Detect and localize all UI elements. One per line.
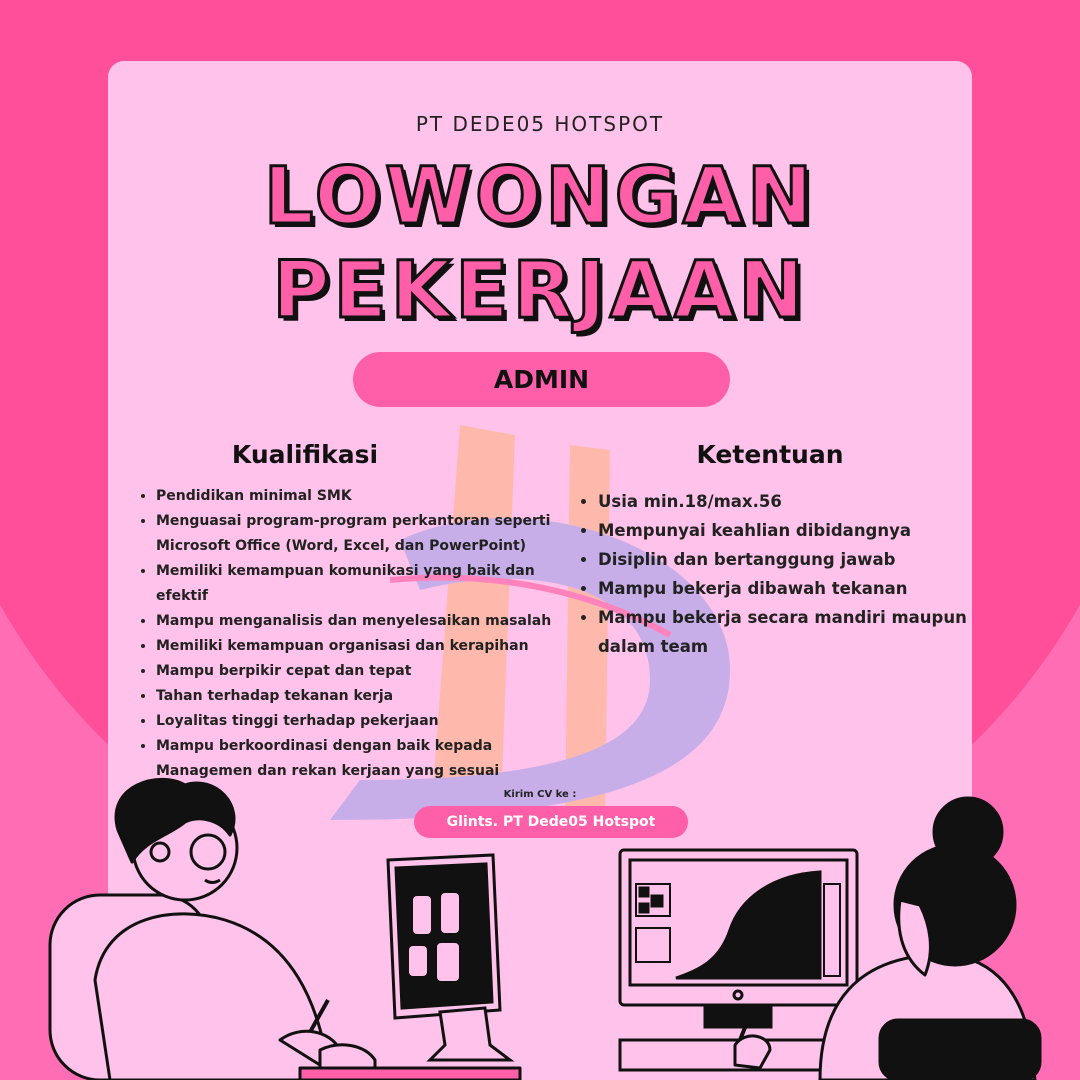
list-item: • Mampu berkoordinasi dengan baik kepada Managemen dan rekan kerjaan yang sesuai [156, 734, 566, 784]
list-item: • Loyalitas tinggi terhadap pekerjaan [156, 709, 566, 734]
position-badge: ADMIN [353, 352, 730, 407]
company-name: PT DEDE05 HOTSPOT [415, 112, 665, 136]
headline-line-1: LOWONGAN [263, 152, 817, 242]
kualifikasi-heading: Kualifikasi [231, 440, 379, 469]
list-item: • Pendidikan minimal SMK [156, 484, 566, 509]
list-item: • Mampu bekerja secara mandiri maupun dalam team [598, 603, 978, 661]
apply-link[interactable]: Glints. PT Dede05 Hotspot [414, 806, 688, 838]
list-item: • Menguasai program-program perkantoran seperti Microsoft Office (Word, Excel, dan PowerPoint) [156, 509, 566, 559]
list-item: • Disiplin dan bertanggung jawab [598, 545, 978, 574]
list-item: • Mampu bekerja dibawah tekanan [598, 574, 978, 603]
list-item: • Tahan terhadap tekanan kerja [156, 684, 566, 709]
list-item: • Mampu menganalisis dan menyelesaikan masalah [156, 609, 566, 634]
list-item: • Mampu berpikir cepat dan tepat [156, 659, 566, 684]
headline-line-2: PEKERJAAN [272, 246, 808, 336]
list-item: • Memiliki kemampuan organisasi dan kerapihan [156, 634, 566, 659]
ketentuan-list [578, 487, 978, 661]
list-item: • Mempunyai keahlian dibidangnya [598, 516, 978, 545]
send-cv-label: Kirim CV ke : [503, 789, 577, 800]
list-item: • Memiliki kemampuan komunikasi yang baik dan efektif [156, 559, 566, 609]
ketentuan-heading: Ketentuan [696, 440, 844, 469]
list-item: • Usia min.18/max.56 [598, 487, 978, 516]
kualifikasi-list [136, 484, 566, 784]
